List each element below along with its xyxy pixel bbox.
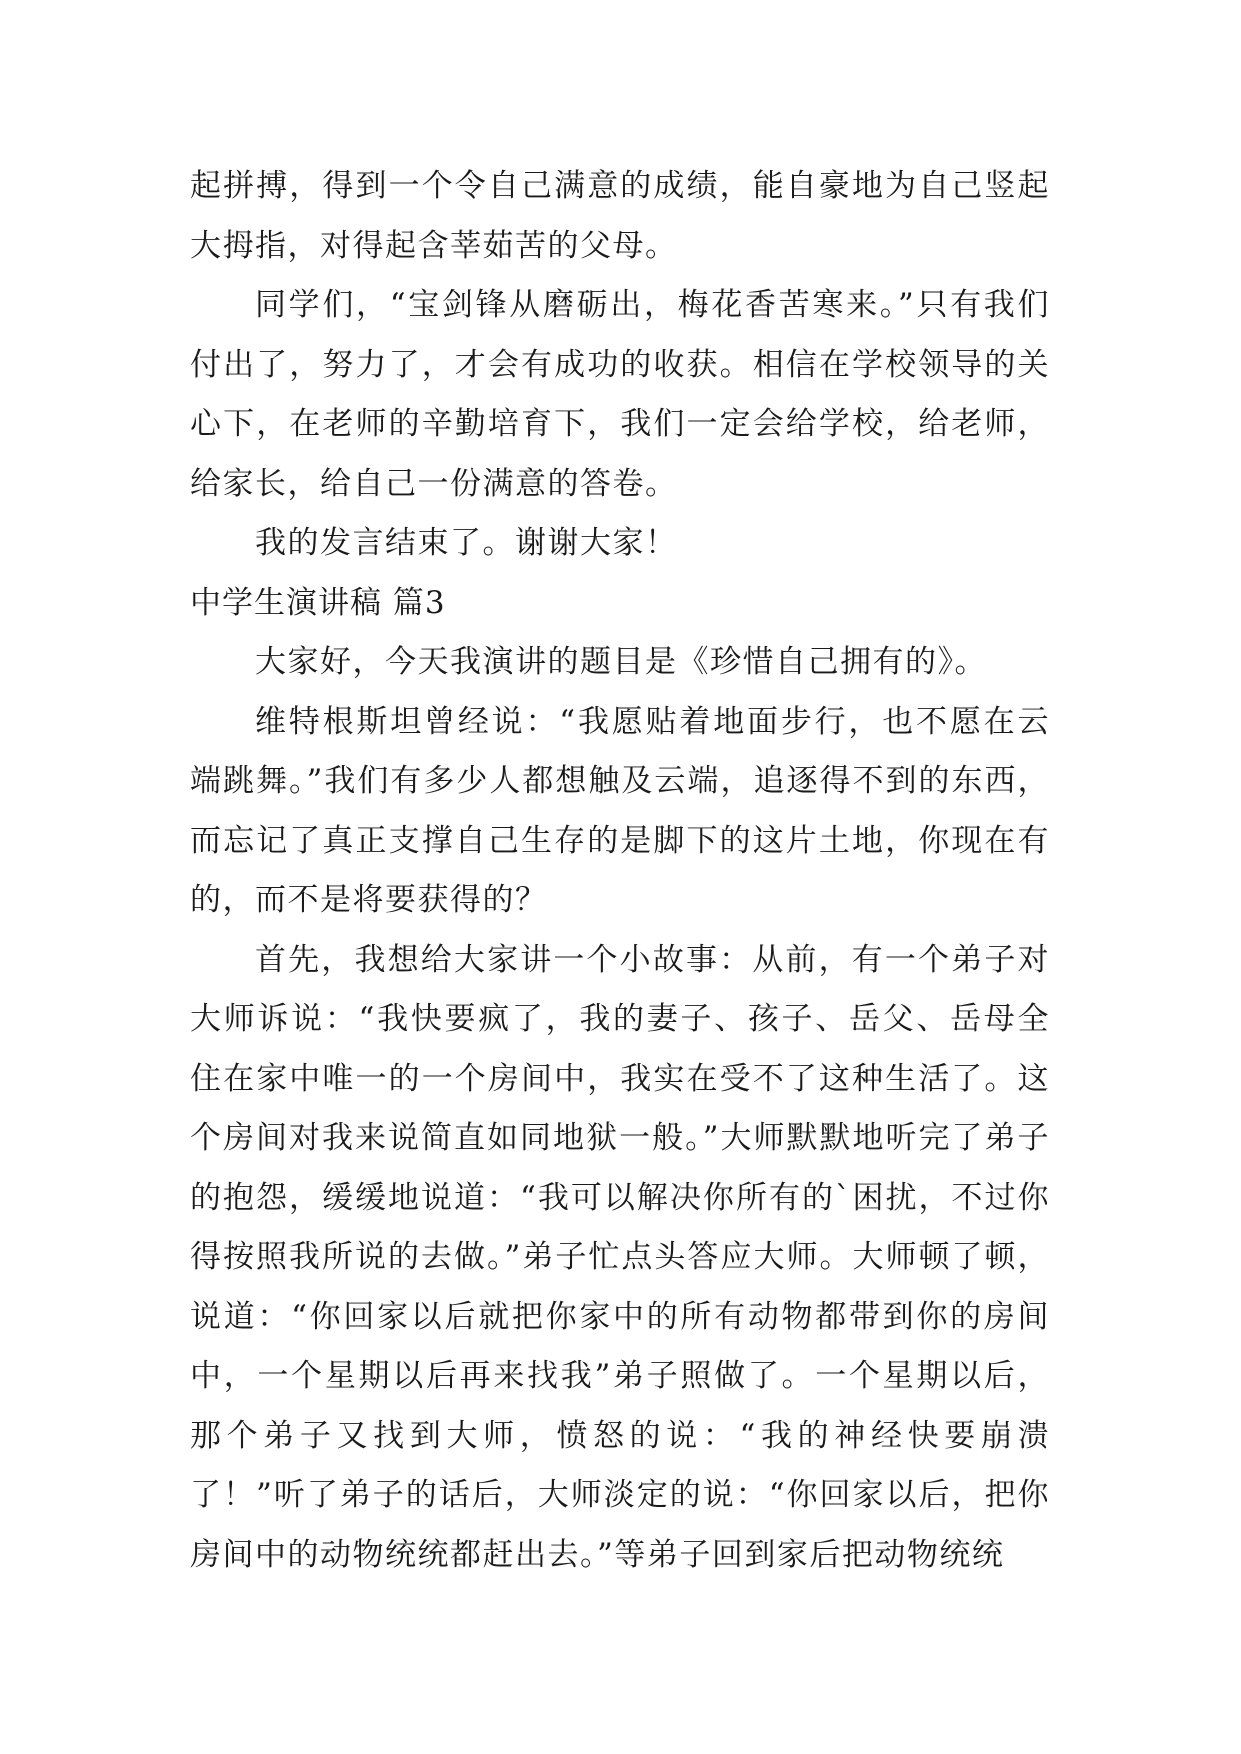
paragraph: 维特根斯坦曾经说：“我愿贴着地面步行，也不愿在云端跳舞。”我们有多少人都想触及云端，追逐得不到的东西，而忘记了真正支撑自己生存的是脚下的这片土地，你现在有的，而不是将要获得的？ xyxy=(190,703,1050,918)
document-body xyxy=(190,157,1050,1585)
paragraph: 我的发言结束了。谢谢大家！ xyxy=(255,525,678,561)
section-heading: 中学生演讲稿 篇3 xyxy=(190,584,446,621)
paragraph: 首先，我想给大家讲一个小故事：从前，有一个弟子对大师诉说：“我快要疯了，我的妻子、孩子、岳父、岳母全住在家中唯一的一个房间中，我实在受不了这种生活了。这个房间对我来说简直如同地狱一般。”大师默默地听完了弟子的抱怨，缓缓地说道：“我可以解决你所有的`困扰，不过你得按照我所说的去做。”弟子忙点头答应大师。大师顿了顿，说道：“你回家以后就把你家中的所有动物都带到你的房间中，一个星期以后再来找我”弟子照做了。一个星期以后，那个弟子又找到大师，愤怒的说：“我的神经快要崩溃了！”听了弟子的话后，大师淡定的说：“你回家以后，把你房间中的动物统统都赶出去。”等弟子回到家后把动物统统 xyxy=(190,941,1050,1573)
paragraph: 大家好，今天我演讲的题目是《珍惜自己拥有的》。 xyxy=(255,644,987,680)
paragraph: 同学们，“宝剑锋从磨砺出，梅花香苦寒来。”只有我们付出了，努力了，才会有成功的收获。相信在学校领导的关心下，在老师的辛勤培育下，我们一定会给学校，给老师，给家长，给自己一份满意的答卷。 xyxy=(190,287,1050,502)
paragraph-continuation: 起拼搏，得到一个令自己满意的成绩，能自豪地为自己竖起大拇指，对得起含莘茹苦的父母。 xyxy=(190,168,1050,264)
